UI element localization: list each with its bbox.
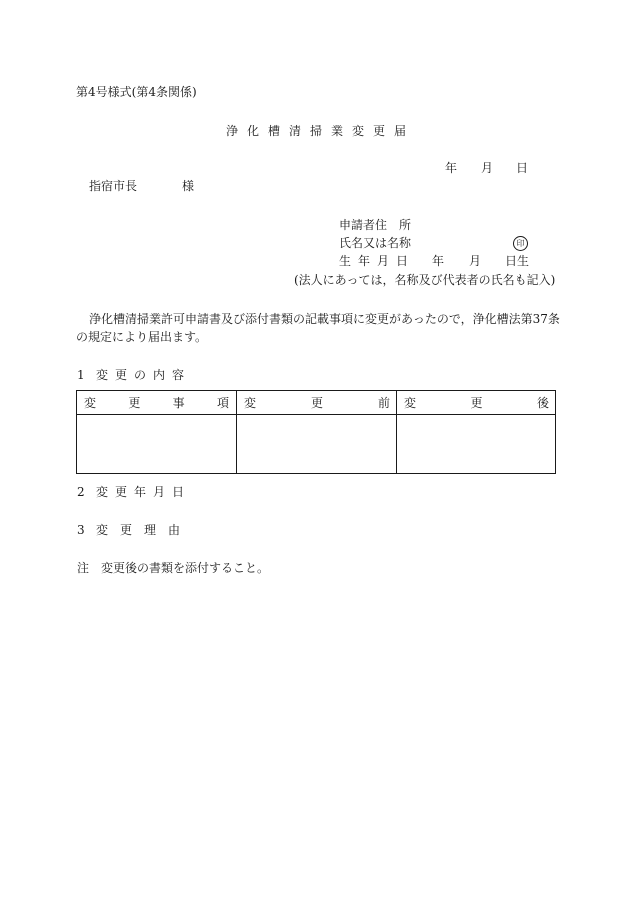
section-1-number: 1 <box>77 368 85 382</box>
section-2-label: 変更年月日 <box>96 485 192 499</box>
addressee-honorific: 様 <box>182 179 195 193</box>
header-char: 変 <box>404 396 417 410</box>
header-char: 更 <box>128 396 141 410</box>
seal-mark-wrap <box>513 235 528 251</box>
column-before-change <box>236 391 397 473</box>
column-after-change <box>396 391 556 473</box>
header-char: 変 <box>84 396 97 410</box>
header-before-change <box>237 391 397 415</box>
body-text-line2: の規定により届出ます。 <box>76 330 208 344</box>
header-char: 項 <box>216 396 229 410</box>
header-char: 変 <box>244 396 257 410</box>
header-char: 更 <box>310 396 323 410</box>
birth-year: 年 <box>432 254 445 268</box>
form-number: 第4号様式(第4条関係) <box>76 85 197 99</box>
birth-month: 月 <box>469 254 482 268</box>
change-content-table <box>76 390 556 474</box>
footnote-text: 変更後の書類を添付すること。 <box>101 561 270 575</box>
addressee-name: 指宿市長 <box>89 179 138 193</box>
applicant-note: (法人にあっては，名称及び代表者の氏名も記入) <box>294 273 556 287</box>
header-char: 後 <box>536 396 549 410</box>
header-change-item <box>77 391 236 415</box>
header-after-change <box>397 391 556 415</box>
birth-day: 日生 <box>505 254 530 268</box>
page-title: 浄化槽清掃業変更届 <box>226 124 416 138</box>
body-text-line1: 浄化槽清掃業許可申請書及び添付書類の記載事項に変更があったので，浄化槽法第37条 <box>89 312 560 326</box>
applicant-name-label: 氏名又は名称 <box>339 236 412 250</box>
date-day: 日 <box>516 161 529 175</box>
header-char: 更 <box>470 396 483 410</box>
seal-icon: 印 <box>513 236 528 251</box>
section-3-number: 3 <box>77 523 85 537</box>
section-2-number: 2 <box>77 485 85 499</box>
date-year: 年 <box>445 161 458 175</box>
date-month: 月 <box>481 161 494 175</box>
applicant-address-label: 申請者住 所 <box>339 218 412 232</box>
applicant-birthdate-label: 生年月日 <box>339 254 416 268</box>
column-change-item <box>77 391 236 473</box>
header-char: 事 <box>172 396 185 410</box>
section-3-label: 変更理由 <box>96 523 193 537</box>
footnote-mark: 注 <box>77 561 90 575</box>
header-char: 前 <box>377 396 390 410</box>
section-1-label: 変更の内容 <box>96 368 192 382</box>
